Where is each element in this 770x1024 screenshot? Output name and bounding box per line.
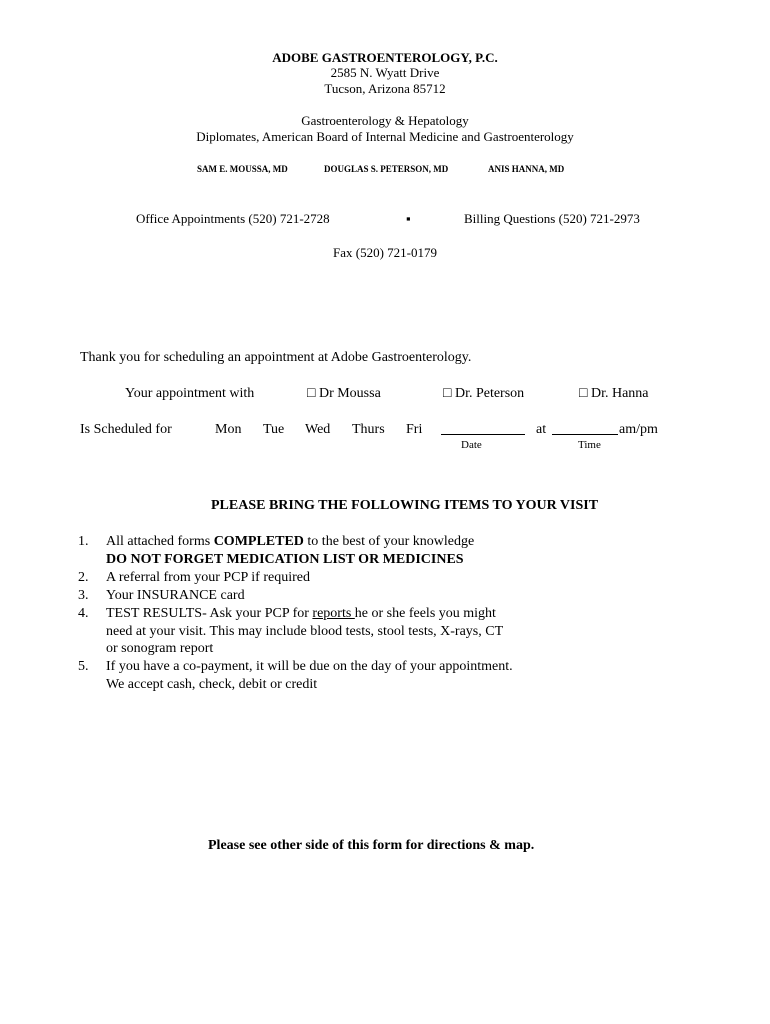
item-text: TEST RESULTS- Ask your PCP for xyxy=(106,605,313,621)
item-text: need at your visit. This may include blood tests, stool tests, X-rays, CT xyxy=(106,623,504,639)
item-number: 2. xyxy=(78,569,89,585)
date-caption: Date xyxy=(461,439,482,451)
time-blank[interactable] xyxy=(552,434,618,435)
doctor-moussa: SAM E. MOUSSA, MD xyxy=(197,164,288,174)
street-address: 2585 N. Wyatt Drive xyxy=(330,65,440,80)
list-item xyxy=(78,569,513,587)
item-text: All attached forms xyxy=(106,534,214,549)
doctor-hanna: ANIS HANNA, MD xyxy=(488,164,565,174)
item-text: Your INSURANCE card xyxy=(106,587,245,603)
item-text: to the best of your knowledge xyxy=(303,534,475,549)
office-phone: Office Appointments (520) 721-2728 xyxy=(136,211,330,226)
day-fri[interactable]: Fri xyxy=(406,422,423,437)
at-label: at xyxy=(536,422,547,437)
list-item xyxy=(78,658,513,694)
time-caption: Time xyxy=(578,439,601,451)
item-text: or sonogram report xyxy=(106,641,214,657)
footer-note: Please see other side of this form for directions & map. xyxy=(208,838,535,853)
item-number: 4. xyxy=(78,605,89,621)
checkbox-dr-hanna[interactable]: □ Dr. Hanna xyxy=(579,386,649,401)
item-number: 3. xyxy=(78,587,89,603)
billing-phone: Billing Questions (520) 721-2973 xyxy=(464,211,640,226)
city-address: Tucson, Arizona 85712 xyxy=(324,81,446,96)
appointment-with-label: Your appointment with xyxy=(125,386,255,401)
item-text: he or she feels you might xyxy=(354,605,496,621)
item-number: 1. xyxy=(78,534,89,549)
thank-you-text: Thank you for scheduling an appointment at Adobe Gastroenterology. xyxy=(80,350,472,365)
item-text: A referral from your PCP if required xyxy=(106,569,310,585)
item-text: If you have a co-payment, it will be due on the day of your appointment. xyxy=(106,659,513,675)
practice-name: ADOBE GASTROENTEROLOGY, P.C. xyxy=(272,50,498,65)
day-tue[interactable]: Tue xyxy=(263,422,285,437)
list-item xyxy=(78,533,513,569)
scheduled-for-label: Is Scheduled for xyxy=(80,422,172,437)
item-underlined-text: reports xyxy=(312,605,355,621)
medication-warning: DO NOT FORGET MEDICATION LIST OR MEDICINES xyxy=(106,551,464,567)
specialty: Gastroenterology & Hepatology xyxy=(301,113,469,128)
day-mon[interactable]: Mon xyxy=(215,422,242,437)
item-text: We accept cash, check, debit or credit xyxy=(106,677,318,693)
item-bold-text: COMPLETED xyxy=(213,534,304,549)
checkbox-dr-peterson[interactable]: □ Dr. Peterson xyxy=(443,386,525,401)
items-list xyxy=(78,533,513,694)
fax-number: Fax (520) 721-0179 xyxy=(333,245,437,260)
day-wed[interactable]: Wed xyxy=(305,422,331,437)
separator-bullet: ▪ xyxy=(406,211,411,226)
item-number: 5. xyxy=(78,659,89,675)
items-heading: PLEASE BRING THE FOLLOWING ITEMS TO YOUR VISIT xyxy=(211,498,599,513)
list-item xyxy=(78,605,513,659)
day-thurs[interactable]: Thurs xyxy=(352,422,385,437)
date-blank[interactable] xyxy=(441,434,525,435)
board-certification: Diplomates, American Board of Internal Medicine and Gastroenterology xyxy=(196,129,574,144)
list-item xyxy=(78,587,513,605)
checkbox-dr-moussa[interactable]: □ Dr Moussa xyxy=(307,386,381,401)
doctor-peterson: DOUGLAS S. PETERSON, MD xyxy=(324,164,449,174)
ampm-label: am/pm xyxy=(619,422,658,437)
